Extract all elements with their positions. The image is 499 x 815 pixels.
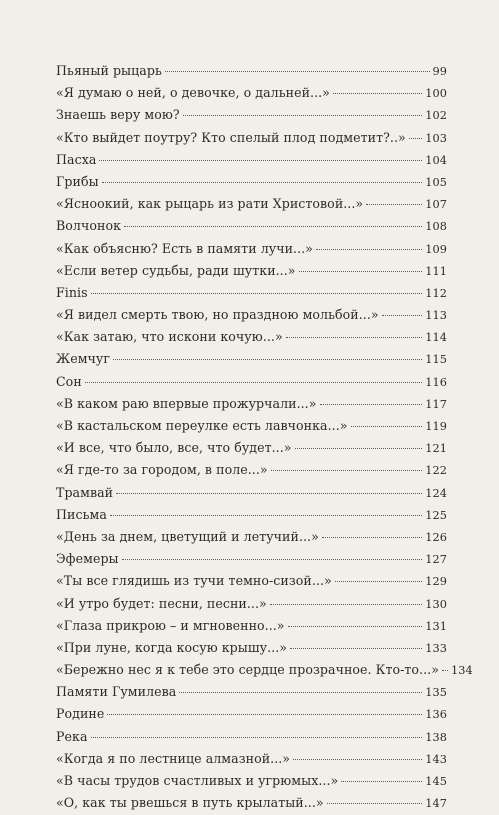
toc-entry (56, 171, 447, 193)
toc-entry-title: «Если ветер судьбы, ради шутки...» (56, 262, 296, 278)
toc-entry-page-number: 104 (425, 153, 447, 167)
toc-entry-page-number: 99 (432, 65, 447, 78)
toc-entry (56, 482, 447, 504)
dot-leader (409, 138, 422, 139)
toc-entry (56, 548, 447, 570)
toc-entry-page-number: 121 (425, 442, 447, 456)
toc-entry-title: «Ты все глядишь из тучи темно-сизой...» (56, 573, 332, 589)
toc-entry-page-number: 127 (425, 553, 447, 567)
toc-entry-page-number: 115 (425, 353, 447, 367)
dot-leader (116, 493, 422, 494)
toc-entry (56, 659, 473, 681)
toc-entry-title: «И все, что было, все, что будет...» (56, 440, 292, 456)
toc-entry (56, 570, 447, 592)
toc-entry-title: «Я думаю о ней, о девочке, о дальней...» (56, 85, 330, 101)
toc-entry-title: Жемчуг (56, 351, 111, 367)
toc-entry (56, 193, 447, 215)
dot-leader (271, 470, 423, 471)
toc-entry-page-number: 143 (425, 752, 447, 766)
toc-entry-title: «Как затаю, что искони кочую...» (56, 329, 283, 345)
toc-entry-title: Река (56, 728, 88, 744)
toc-entry-title: Родине (56, 706, 105, 722)
toc-entry-page-number: 112 (425, 286, 447, 300)
toc-entry (56, 260, 447, 282)
dot-leader (165, 71, 430, 72)
toc-entry (56, 792, 447, 814)
toc-entry-title: «В кастальском переулке есть лавчонка...» (56, 418, 348, 433)
dot-leader (110, 515, 422, 516)
toc-entry-title: Эфемеры (56, 551, 119, 567)
toc-entry-title: «При луне, когда косую крышу...» (56, 639, 287, 655)
toc-entry-page-number: 125 (425, 508, 447, 522)
toc-entry (56, 215, 447, 237)
dot-leader (290, 648, 422, 649)
dot-leader (316, 249, 422, 250)
dot-leader (366, 204, 422, 205)
toc-entry-page-number: 130 (425, 597, 447, 611)
toc-entry-title: «Кто выйдет поутру? Кто спелый плод подметит?..» (56, 129, 406, 145)
toc-entry (56, 615, 447, 637)
dot-leader (270, 604, 423, 605)
dot-leader (382, 315, 423, 316)
dot-leader (341, 781, 422, 782)
toc-entry-page-number: 116 (425, 375, 447, 389)
toc-entry (56, 437, 447, 459)
dot-leader (288, 626, 423, 627)
dot-leader (91, 737, 423, 738)
dot-leader (320, 404, 423, 405)
toc-entry-page-number: 145 (425, 775, 447, 788)
dot-leader (286, 337, 423, 338)
toc-entry-page-number: 117 (425, 397, 447, 411)
toc-entry-title: «Ясноокий, как рыцарь из рати Христовой...» (56, 196, 364, 212)
dot-leader (295, 448, 423, 449)
toc-entry-title: «Я видел смерть твою, но праздною мольбой...» (56, 307, 379, 323)
toc-entry-page-number: 113 (425, 309, 447, 323)
toc-entry-page-number: 124 (425, 486, 447, 500)
toc-entry (56, 770, 447, 792)
toc-entry (56, 526, 447, 548)
toc-entry-page-number: 134 (450, 664, 473, 678)
toc-entry-title: Пьяный рыцарь (56, 63, 162, 78)
dot-leader (333, 93, 422, 94)
toc-entry-page-number: 126 (425, 530, 447, 544)
toc-entry-page-number: 103 (425, 131, 447, 145)
toc-entry-page-number: 100 (425, 87, 447, 101)
toc-entry-title: «День за днем, цветущий и летучий...» (56, 528, 319, 544)
toc-entry (56, 149, 447, 171)
toc-entry (56, 681, 447, 703)
toc-entry-title: Пасха (56, 151, 97, 167)
toc-entry-title: «Как объясню? Есть в памяти лучи...» (56, 240, 313, 256)
toc-entry-title: Волчонок (56, 218, 121, 234)
toc-entry-title: «Бережно нес я к тебе это сердце прозрачное. Кто-то...» (56, 662, 439, 678)
table-of-contents (56, 60, 473, 814)
toc-entry-title: «В каком раю впервые прожурчали...» (56, 395, 317, 411)
dot-leader (91, 293, 423, 294)
dot-leader (85, 382, 423, 383)
toc-entry (56, 348, 447, 370)
toc-entry-title: «О, как ты рвешься в путь крылатый...» (56, 795, 324, 811)
dot-leader (124, 226, 422, 227)
toc-entry-title: Знаешь веру мою? (56, 107, 180, 123)
toc-entry (56, 415, 447, 437)
toc-entry (56, 326, 447, 348)
toc-entry-page-number: 129 (425, 575, 447, 589)
toc-entry-title: Сон (56, 373, 82, 389)
toc-entry-page-number: 138 (425, 730, 447, 744)
toc-entry-title: Трамвай (56, 484, 114, 500)
toc-entry (56, 238, 447, 260)
toc-entry-page-number: 135 (425, 686, 447, 700)
toc-entry-title: «В часы трудов счастливых и угрюмых...» (56, 773, 339, 788)
dot-leader (322, 537, 422, 538)
toc-entry (56, 593, 447, 615)
toc-entry (56, 459, 447, 481)
toc-entry (56, 127, 447, 149)
dot-leader (335, 581, 423, 582)
toc-entry-title: Письма (56, 506, 107, 522)
toc-entry (56, 282, 447, 304)
toc-entry (56, 304, 447, 326)
dot-leader (327, 803, 423, 804)
toc-entry-page-number: 147 (425, 797, 447, 811)
toc-entry (56, 748, 447, 770)
toc-entry (56, 703, 447, 725)
dot-leader (102, 182, 423, 183)
toc-entry (56, 726, 447, 748)
toc-entry-title: «Когда я по лестнице алмазной...» (56, 750, 291, 766)
toc-entry (56, 637, 447, 659)
dot-leader (442, 670, 448, 671)
toc-entry-title: Памяти Гумилева (56, 684, 177, 700)
dot-leader (179, 692, 422, 693)
toc-entry-page-number: 119 (425, 420, 447, 433)
dot-leader (183, 115, 423, 116)
dot-leader (122, 559, 423, 560)
dot-leader (99, 160, 422, 161)
toc-entry-page-number: 133 (425, 641, 447, 655)
dot-leader (293, 759, 422, 760)
toc-entry-page-number: 131 (425, 619, 447, 633)
dot-leader (351, 426, 423, 427)
toc-entry-page-number: 111 (425, 264, 447, 278)
dot-leader (107, 714, 422, 715)
toc-entry-title: «Я где-то за городом, в поле...» (56, 462, 268, 478)
toc-entry (56, 371, 447, 393)
toc-entry (56, 82, 447, 104)
toc-entry (56, 504, 447, 526)
toc-entry-title: Грибы (56, 173, 99, 189)
toc-entry (56, 104, 447, 126)
toc-entry-page-number: 122 (425, 464, 447, 478)
toc-entry-page-number: 105 (425, 175, 447, 189)
toc-entry-page-number: 102 (425, 109, 447, 123)
dot-leader (113, 359, 422, 360)
toc-entry-page-number: 108 (425, 220, 447, 234)
toc-entry-page-number: 107 (425, 198, 447, 212)
toc-entry (56, 393, 447, 415)
toc-entry-title: «Глаза прикрою – и мгновенно...» (56, 617, 285, 633)
toc-entry (56, 60, 447, 82)
dot-leader (299, 271, 423, 272)
toc-entry-title: Finis (56, 284, 88, 300)
toc-entry-page-number: 109 (425, 242, 447, 256)
toc-entry-title: «И утро будет: песни, песни...» (56, 595, 267, 611)
toc-entry-page-number: 136 (425, 708, 447, 722)
toc-entry-page-number: 114 (425, 331, 447, 345)
